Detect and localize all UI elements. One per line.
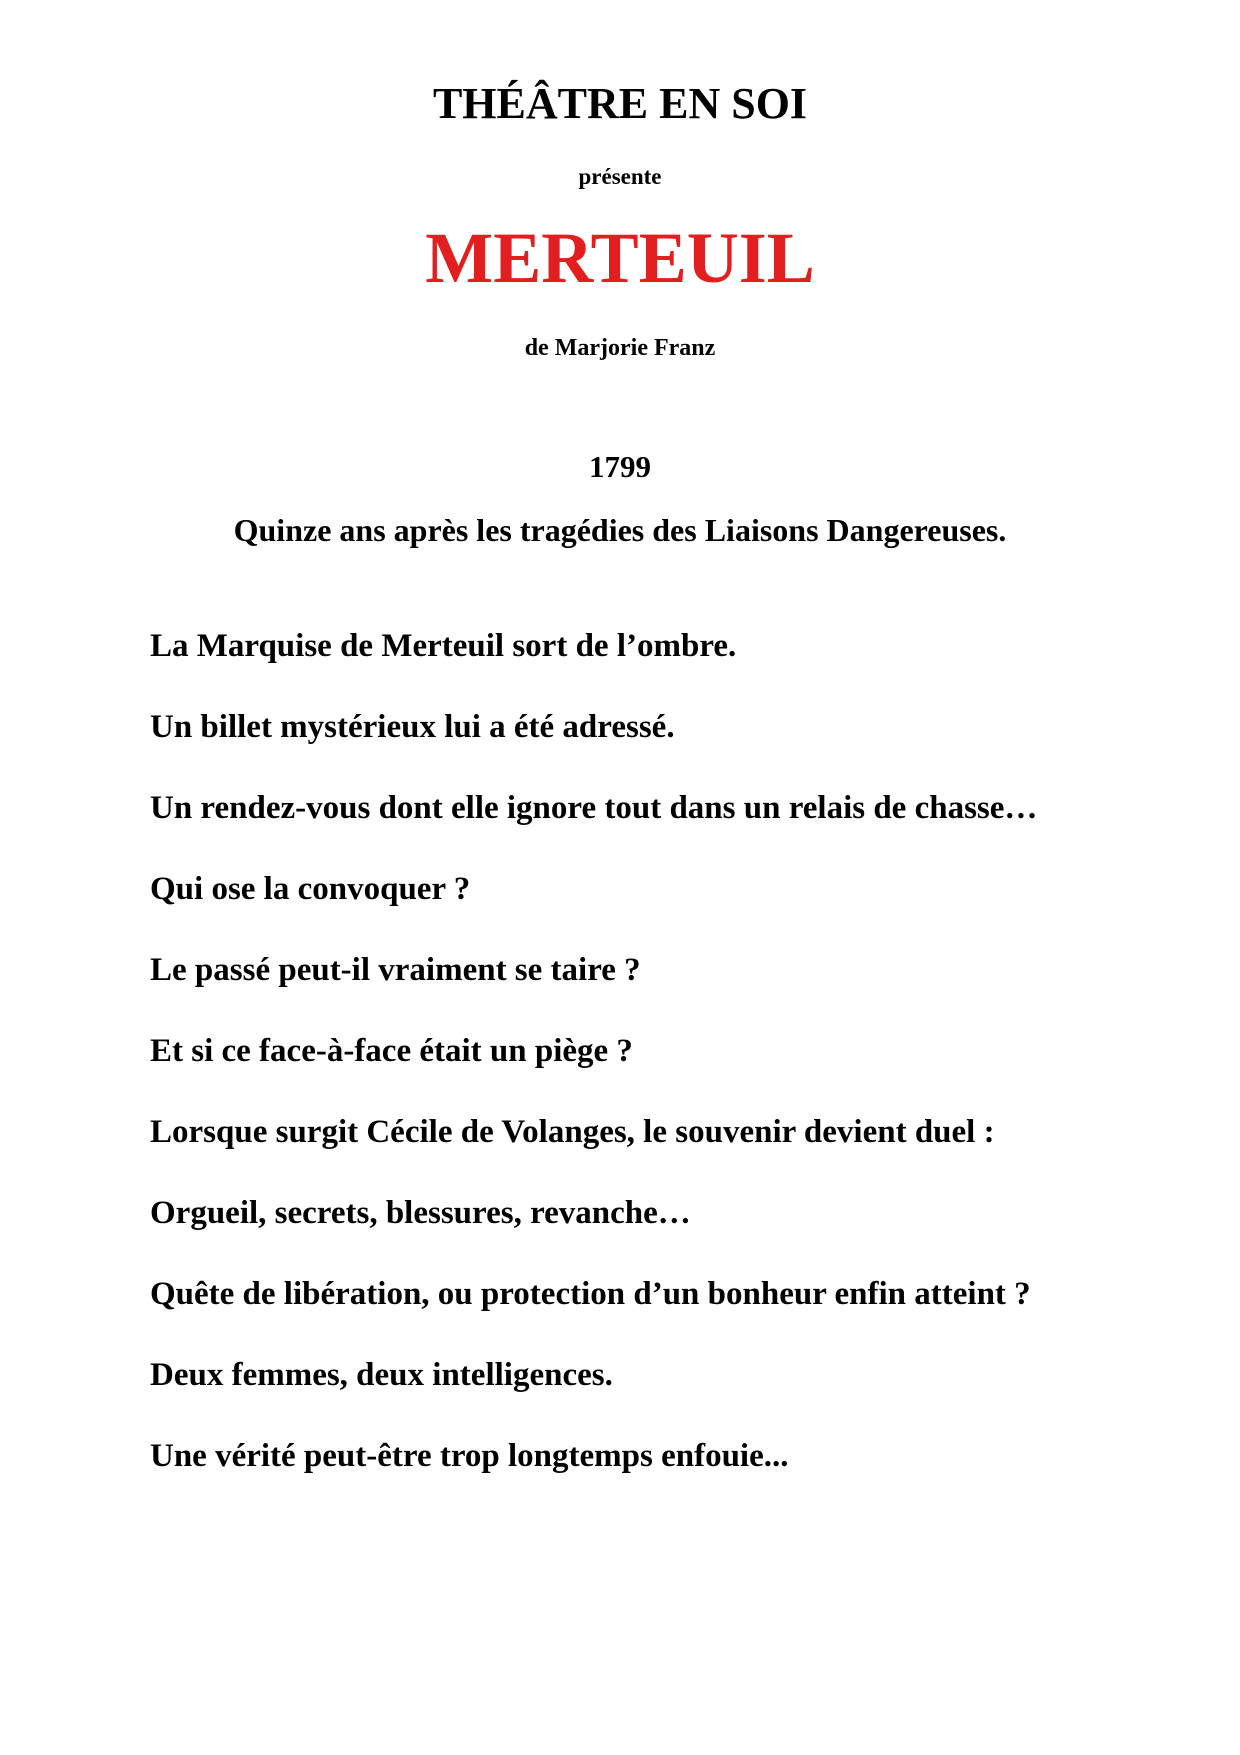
synopsis-line: Deux femmes, deux intelligences. xyxy=(150,1357,613,1393)
author-credit: de Marjorie Franz xyxy=(524,335,716,361)
synopsis-line: Un rendez-vous dont elle ignore tout dans un relais de chasse… xyxy=(150,790,1038,826)
synopsis-line: Quête de libération, ou protection d’un bonheur enfin atteint ? xyxy=(150,1276,1031,1312)
company-name: THÉÂTRE EN SOI xyxy=(432,79,808,128)
synopsis-line: La Marquise de Merteuil sort de l’ombre. xyxy=(150,628,737,664)
synopsis-line: Orgueil, secrets, blessures, revanche… xyxy=(150,1195,691,1231)
synopsis-line: Le passé peut-il vraiment se taire ? xyxy=(150,952,641,988)
synopsis-line: Qui ose la convoquer ? xyxy=(150,871,471,907)
synopsis-line: Un billet mystérieux lui a été adressé. xyxy=(150,709,675,745)
play-title: MERTEUIL xyxy=(425,218,815,298)
synopsis-line: Lorsque surgit Cécile de Volanges, le souvenir devient duel : xyxy=(150,1114,995,1150)
synopsis-line: Une vérité peut-être trop longtemps enfouie... xyxy=(150,1438,789,1474)
presents-label: présente xyxy=(578,164,662,189)
synopsis-line: Et si ce face-à-face était un piège ? xyxy=(150,1033,633,1069)
synopsis-list xyxy=(150,630,1210,1521)
year-heading: 1799 xyxy=(589,449,651,484)
tagline: Quinze ans après les tragédies des Liaisons Dangereuses. xyxy=(233,512,1007,548)
